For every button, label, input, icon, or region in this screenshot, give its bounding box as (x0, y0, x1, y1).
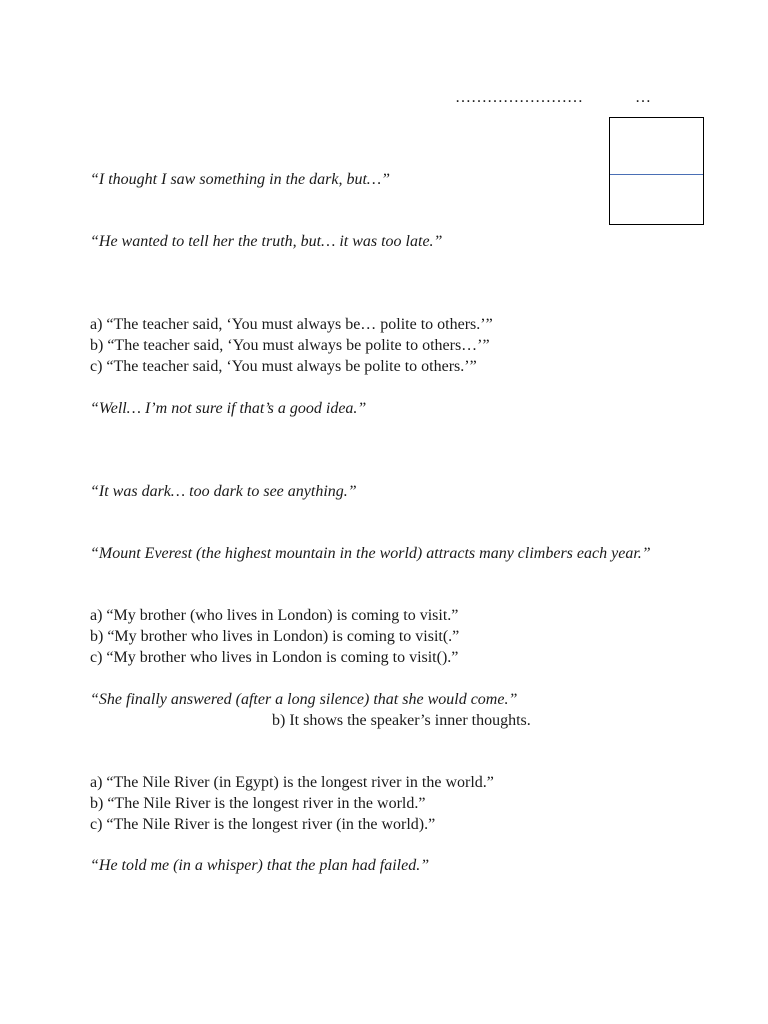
score-divider (610, 174, 703, 175)
option-8b: b) It shows the speaker’s inner thoughts. (272, 712, 531, 729)
sentence-6: “Mount Everest (the highest mountain in the world) attracts many climbers each year.” (90, 545, 651, 562)
sentence-1: “I thought I saw something in the dark, but…” (90, 171, 391, 188)
option-9b: b) “The Nile River is the longest river in the world.” (90, 795, 426, 812)
sentence-4: “Well… I’m not sure if that’s a good idea.” (90, 400, 367, 417)
sentence-10: “He told me (in a whisper) that the plan had failed.” (90, 857, 430, 874)
option-7a: a) “My brother (who lives in London) is coming to visit.” (90, 607, 459, 624)
score-box (609, 117, 704, 225)
option-7c: c) “My brother who lives in London is coming to visit().” (90, 649, 459, 666)
option-3b: b) “The teacher said, ‘You must always be polite to others…’” (90, 337, 490, 354)
sentence-2: “He wanted to tell her the truth, but… it was too late.” (90, 233, 443, 250)
option-9a: a) “The Nile River (in Egypt) is the longest river in the world.” (90, 774, 494, 791)
name-dots: …………………… (455, 89, 583, 106)
sentence-5: “It was dark… too dark to see anything.” (90, 483, 357, 500)
option-7b: b) “My brother who lives in London) is coming to visit(.” (90, 628, 460, 645)
option-9c: c) “The Nile River is the longest river (in the world).” (90, 816, 436, 833)
option-3a: a) “The teacher said, ‘You must always be… polite to others.’” (90, 316, 493, 333)
option-3c: c) “The teacher said, ‘You must always be polite to others.’” (90, 358, 477, 375)
mark-dots: … (635, 89, 651, 106)
sentence-8: “She finally answered (after a long silence) that she would come.” (90, 691, 518, 708)
